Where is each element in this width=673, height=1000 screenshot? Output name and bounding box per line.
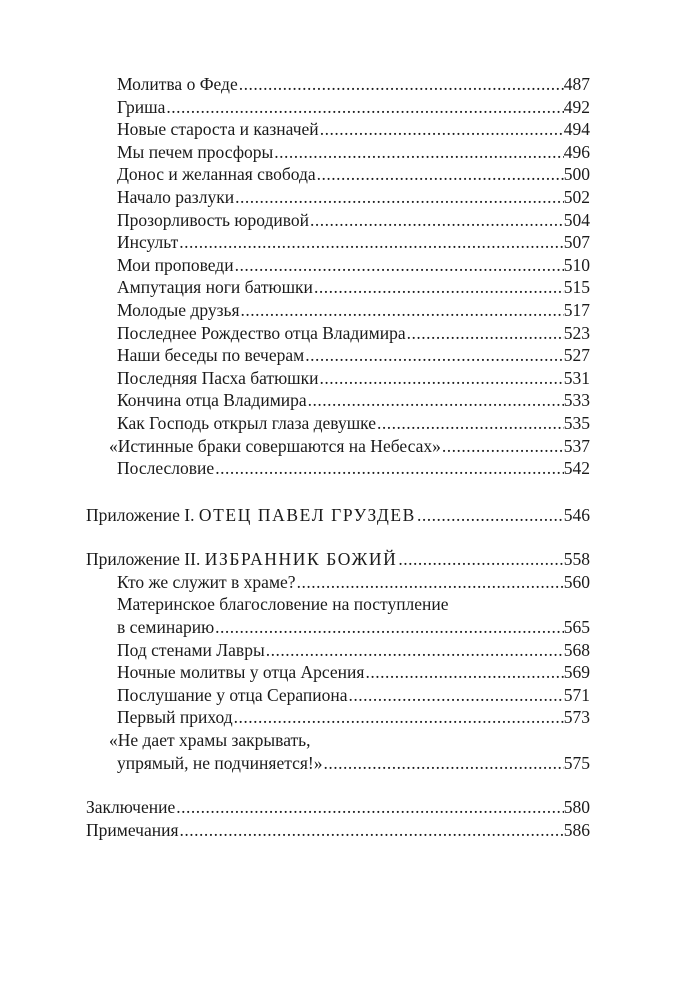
toc-entry-title (86, 504, 416, 527)
leader-dots (376, 412, 564, 435)
toc-entry-page: 500 (563, 164, 590, 185)
toc-entry-title: Гриша (117, 96, 166, 117)
toc-entry-page: 523 (563, 322, 590, 343)
spacer (86, 774, 590, 796)
leader-dots (234, 254, 564, 277)
appendix-prefix: Приложение II. (86, 549, 205, 570)
leader-dots (214, 457, 564, 480)
toc-entry-page: 502 (563, 186, 590, 207)
toc-entry-page: 580 (563, 797, 590, 818)
toc-entry[interactable] (86, 299, 590, 322)
toc-entry-title: Кончина отца Владимира (117, 390, 307, 411)
toc-entry-page: 487 (563, 74, 590, 94)
leader-dots (323, 752, 564, 775)
leader-dots (406, 322, 564, 345)
toc-entry-page: 575 (563, 752, 590, 773)
toc-entry-page: 586 (563, 819, 590, 840)
toc-entry[interactable] (86, 118, 590, 141)
toc-entry-page: 517 (563, 299, 590, 320)
leader-dots (441, 435, 564, 458)
toc-entry-page: 537 (563, 435, 590, 456)
toc-entry[interactable] (86, 435, 590, 458)
spacer (86, 480, 590, 504)
toc-entry[interactable] (86, 616, 590, 639)
toc-entry[interactable] (86, 141, 590, 164)
toc-entry[interactable] (86, 412, 590, 435)
toc-entry-page: 494 (563, 119, 590, 140)
leader-dots (313, 276, 564, 299)
toc-entry-title: Инсульт (117, 232, 179, 253)
leader-dots (175, 796, 564, 819)
toc-entry[interactable] (86, 457, 590, 480)
toc-entry-page: 492 (563, 96, 590, 117)
toc-entry-page: 533 (563, 390, 590, 411)
toc-entry[interactable] (86, 73, 590, 96)
toc-entry-title-line1[interactable]: «Не дает храмы закрывать, (109, 730, 311, 751)
leader-dots (316, 163, 564, 186)
toc-entry-title: Молодые друзья (117, 299, 240, 320)
toc-entry[interactable] (86, 706, 590, 729)
toc-entry-title: Прозорливость юродивой (117, 209, 310, 230)
toc-entry[interactable] (86, 209, 590, 232)
leader-dots (364, 661, 563, 684)
toc-entry-title: Послесловие (117, 458, 215, 479)
toc-entry-page: 560 (563, 571, 590, 592)
toc-entry-title: Новые староста и казначей (117, 119, 319, 140)
toc-entry-title: «Истинные браки совершаются на Небесах» (109, 435, 441, 456)
leader-dots (240, 299, 564, 322)
appendix-prefix: Приложение I. (86, 504, 199, 525)
toc-entry-page: 542 (563, 458, 590, 479)
toc-entry[interactable] (86, 163, 590, 186)
toc-entry[interactable] (86, 389, 590, 412)
toc-entry[interactable] (86, 96, 590, 119)
toc-entry-page: 571 (563, 684, 590, 705)
appendix-title: ОТЕЦ ПАВЕЛ ГРУЗДЕВ (198, 504, 416, 525)
toc-entry-page: 568 (563, 639, 590, 660)
toc-entry-title: Наши беседы по вечерам (117, 345, 305, 366)
toc-entry-title: Кто же служит в храме? (117, 571, 296, 592)
toc-entry-title: Мои проповеди (117, 254, 234, 275)
toc-entry-title: Последнее Рождество отца Владимира (117, 322, 406, 343)
toc-entry-notes[interactable] (86, 819, 590, 842)
toc-appendix-1[interactable] (86, 504, 590, 527)
spacer (86, 526, 590, 548)
toc-entry-title: Последняя Пасха батюшки (117, 367, 319, 388)
toc-entry-title: Первый приход (117, 707, 233, 728)
toc-entry[interactable] (86, 367, 590, 390)
toc-entry-title-line2: упрямый, не подчиняется!» (117, 752, 323, 773)
toc-entry-title (86, 548, 397, 571)
toc-entry[interactable] (86, 254, 590, 277)
toc-entry[interactable] (86, 661, 590, 684)
toc-entry-page: 496 (563, 141, 590, 162)
toc-entry-title: Как Господь открыл глаза девушке (117, 412, 377, 433)
toc-entry-title-line1[interactable]: Материнское благословение на поступление (117, 594, 449, 615)
leader-dots (178, 231, 564, 254)
leader-dots (319, 118, 564, 141)
toc-entry-page: 569 (563, 662, 590, 683)
toc-entry-title: Примечания (86, 819, 179, 840)
leader-dots (233, 706, 564, 729)
leader-dots (304, 344, 564, 367)
toc-entry-page: 510 (563, 254, 590, 275)
toc-entry-page: 515 (563, 277, 590, 298)
toc-entry[interactable] (86, 571, 590, 594)
toc-entry-title: Молитва о Феде (117, 74, 238, 94)
toc-entry[interactable] (86, 639, 590, 662)
toc-entry-title: Послушание у отца Серапиона (117, 684, 348, 705)
leader-dots (309, 209, 564, 232)
toc-entry-title: Мы печем просфоры (117, 141, 274, 162)
leader-dots (273, 141, 563, 164)
leader-dots (265, 639, 564, 662)
toc-entry-title: Ночные молитвы у отца Арсения (117, 662, 365, 683)
toc-entry-title: Донос и желанная свобода (117, 164, 316, 185)
toc-entry-page: 558 (563, 549, 590, 570)
leader-dots (238, 73, 564, 96)
leader-dots (348, 684, 564, 707)
toc-entry-page: 546 (563, 504, 590, 525)
appendix-title: ИЗБРАННИК БОЖИЙ (204, 549, 398, 570)
toc-entry-title: Ампутация ноги батюшки (117, 277, 313, 298)
toc-entry-page: 531 (563, 367, 590, 388)
table-of-contents (86, 73, 590, 841)
toc-entry[interactable] (86, 752, 590, 775)
toc-entry[interactable] (86, 344, 590, 367)
toc-entry-conclusion[interactable] (86, 796, 590, 819)
leader-dots (234, 186, 564, 209)
leader-dots (296, 571, 564, 594)
leader-dots (165, 96, 563, 119)
leader-dots (397, 548, 563, 571)
toc-appendix-2[interactable] (86, 548, 590, 571)
leader-dots (179, 819, 564, 842)
toc-entry-title: Под стенами Лавры (117, 639, 265, 660)
toc-entry-title-line2: в семинарию (117, 617, 215, 638)
toc-entry-title: Начало разлуки (117, 186, 235, 207)
toc-entry-page: 535 (563, 412, 590, 433)
toc-entry[interactable] (86, 276, 590, 299)
toc-entry-title: Заключение (86, 797, 176, 818)
toc-entry[interactable] (86, 231, 590, 254)
toc-entry[interactable] (86, 684, 590, 707)
leader-dots (319, 367, 564, 390)
toc-entry-page: 507 (563, 232, 590, 253)
toc-entry[interactable] (86, 322, 590, 345)
leader-dots (214, 616, 564, 639)
toc-entry-page: 573 (563, 707, 590, 728)
toc-entry-page: 565 (563, 617, 590, 638)
leader-dots (307, 389, 564, 412)
toc-entry-page: 504 (563, 209, 590, 230)
toc-entry[interactable] (86, 186, 590, 209)
leader-dots (416, 504, 564, 527)
toc-entry-page: 527 (563, 345, 590, 366)
